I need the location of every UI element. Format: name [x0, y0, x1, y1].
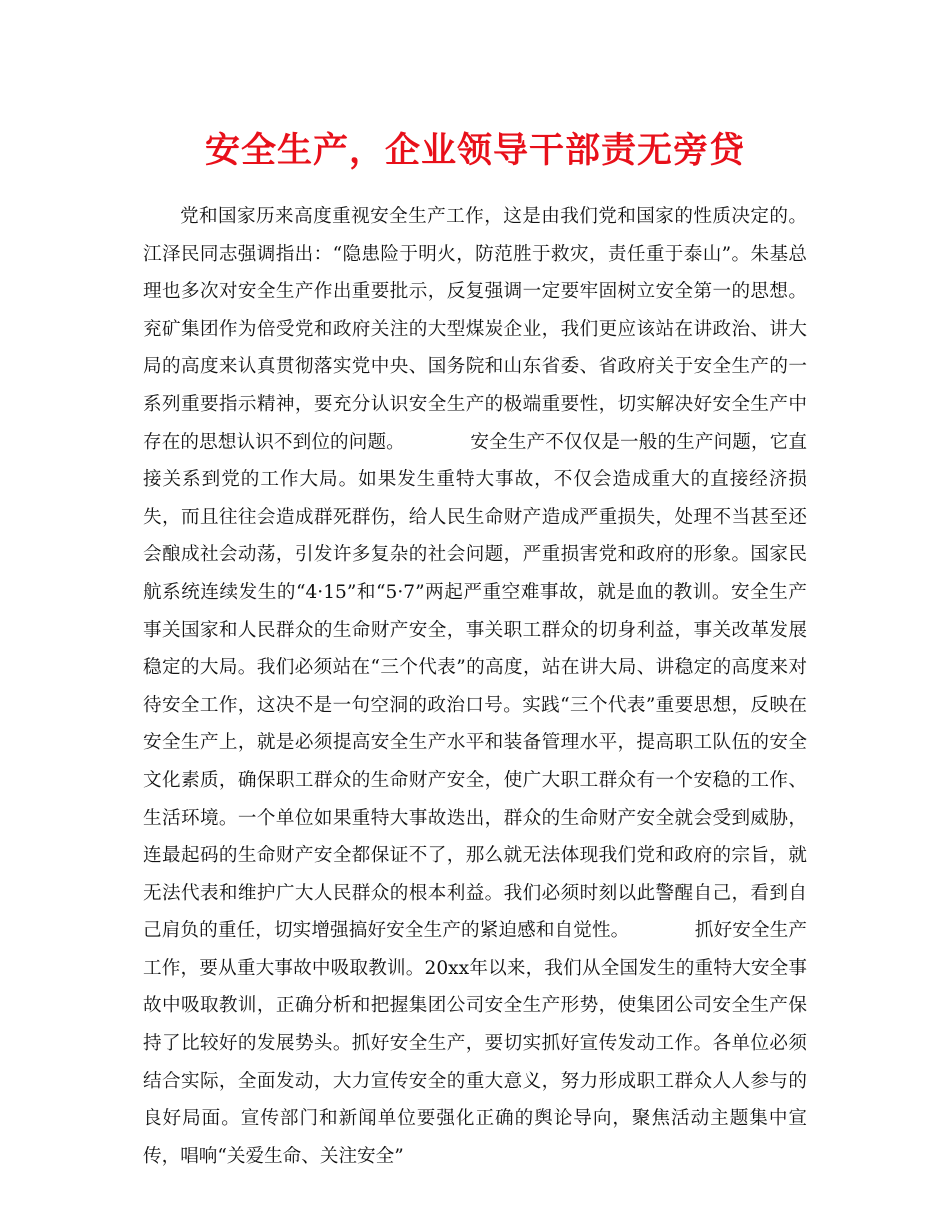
document-body-paragraph: 党和国家历来高度重视安全生产工作，这是由我们党和国家的性质决定的。江泽民同志强调指出：“隐患险于明火，防范胜于救灾，责任重于泰山”。朱基总理也多次对安全生产作出重要批示，反复强调一定要牢固树立安全第一的思想。兖矿集团作为倍受党和政府关注的大型煤炭企业，我们更应该站在讲政治、讲大局的高度来认真贯彻落实党中央、国务院和山东省委、省政府关于安全生产的一系列重要指示精神，要充分认识安全生产的极端重要性，切实解决好安全生产中存在的思想认识不到位的问题。 安全生产不仅仅是一般的生产问题，它直接关系到党的工作大局。如果发生重特大事故，不仅会造成重大的直接经济损失，而且往往会造成群死群伤，给人民生命财产造成严重损失，处理不当甚至还会酿成社会动荡，引发许多复杂的社会问题，严重损害党和政府的形象。国家民航系统连续发生的“4·15”和“5·7”两起严重空难事故，就是血的教训。安全生产事关国家和人民群众的生命财产安全，事关职工群众的切身利益，事关改革发展稳定的大局。我们必须站在“三个代表”的高度，站在讲大局、讲稳定的高度来对待安全工作，这决不是一句空洞的政治口号。实践“三个代表”重要思想，反映在安全生产上，就是必须提高安全生产水平和装备管理水平，提高职工队伍的安全文化素质，确保职工群众的生命财产安全，使广大职工群众有一个安稳的工作、生活环境。一个单位如果重特大事故迭出，群众的生命财产安全就会受到威胁，连最起码的生命财产安全都保证不了，那么就无法体现我们党和政府的宗旨，就无法代表和维护广大人民群众的根本利益。我们必须时刻以此警醒自己，看到自己肩负的重任，切实增强搞好安全生产的紧迫感和自觉性。 抓好安全生产工作，要从重大事故中吸取教训。20xx年以来，我们从全国发生的重特大安全事故中吸取教训，正确分析和把握集团公司安全生产形势，使集团公司安全生产保持了比较好的发展势头。抓好安全生产，要切实抓好宣传发动工作。各单位必须结合实际，全面发动，大力宣传安全的重大意义，努力形成职工群众人人参与的良好局面。宣传部门和新闻单位要强化正确的舆论导向，聚焦活动主题集中宣传，唱响“关爱生命、关注安全” — [143, 206, 807, 1167]
document-title: 安全生产，企业领导干部责无旁贷 — [204, 130, 745, 171]
